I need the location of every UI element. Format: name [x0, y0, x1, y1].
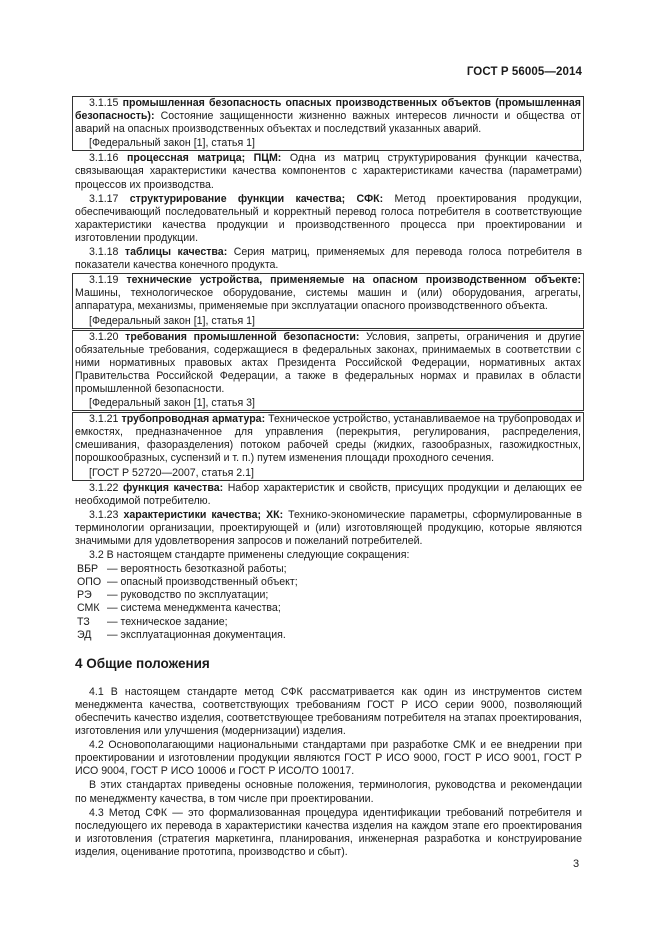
section-4-paragraph: 4.3 Метод СФК — это формализованная процедура идентификации требований потребителя и последующего их перевода в характеристики качества изделия на каждом этапе его проектирования и изготовления (стратегия маркетинга, планирования, инженерная разработка и конструирование изделия, оценивание прототипа, производство и сбыт).	[75, 806, 582, 858]
term-reference: [ГОСТ Р 52720—2007, статья 2.1]	[89, 466, 254, 479]
list-item	[77, 602, 582, 615]
term-name: функция качества:	[123, 481, 224, 494]
term-definition: Технико-экономические параметры, сформулированные в терминологии организации, проектирующей и (или) изготовляющей продукцию, которые являются значимыми для удовлетворения запросов и пожеланий потребителей.	[75, 508, 582, 547]
term-name: трубопроводная арматура:	[121, 413, 266, 426]
term-box-3-1-15	[72, 96, 584, 151]
term-box-3-1-21	[72, 412, 584, 480]
term-3-1-20	[75, 331, 581, 396]
term-definition: Машины, технологическое оборудование, системы машин и (или) оборудования, агрегаты, аппаратура, механизмы, применяемые при эксплуатации опасного производственного объекта.	[75, 287, 581, 313]
term-number: 3.1.19	[89, 274, 119, 287]
document-header-standard: ГОСТ Р 56005—2014	[466, 66, 582, 78]
term-3-1-18	[75, 246, 582, 272]
term-number: 3.1.21	[89, 413, 119, 426]
section-4-paragraph: 4.2 Основополагающими национальными стандартами при разработке СМК и ее внедрении при проектировании и изготовлении продукции являются ГОСТ Р ИСО 9000, ГОСТ Р ИСО 9001, ГОСТ Р ИСО 9004, ГОСТ Р ИСО 10006 и ГОСТ Р ИСО/ТО 10017.	[75, 739, 582, 778]
term-box-3-1-19	[72, 273, 584, 328]
list-item	[77, 629, 582, 642]
term-definition: Серия матриц, применяемых для перевода голоса потребителя в показатели качества конечного продукта.	[75, 246, 583, 272]
term-3-1-17	[75, 193, 582, 245]
term-number: 3.1.16	[89, 152, 119, 165]
document-body	[75, 96, 582, 859]
term-name: промышленная безопасность опасных производственных объектов (промышленная безопасность):	[75, 97, 581, 123]
term-reference: [Федеральный закон [1], статья 1]	[89, 314, 255, 327]
abbreviation-text: — опасный производственный объект;	[107, 576, 298, 589]
abbreviation-code: ЭД	[77, 628, 92, 641]
abbreviation-code: СМК	[77, 602, 100, 615]
abbreviation-code: ТЗ	[77, 615, 90, 628]
term-3-1-21	[75, 413, 581, 465]
term-definition: Условия, запреты, ограничения и другие обязательные требования, содержащиеся в федеральных законах, принимаемых в соответствии с ними нормативных правовых актах Президента Российской Федерации, нормативных актах Правительства Российской Федерации, а также в федеральных нормах и правилах в области промышленной безопасности.	[75, 330, 581, 395]
abbreviation-text: — эксплуатационная документация.	[107, 628, 286, 641]
abbreviation-text: — система менеджмента качества;	[107, 602, 281, 615]
abbreviation-text: — техническое задание;	[107, 615, 228, 628]
abbreviations-list	[77, 563, 582, 642]
term-name: структурирование функции качества; СФК:	[129, 192, 384, 205]
term-3-1-19	[75, 274, 581, 313]
list-item	[77, 563, 582, 576]
term-reference: [Федеральный закон [1], статья 3]	[89, 397, 255, 410]
term-3-1-22	[75, 482, 582, 508]
term-3-1-23	[75, 509, 582, 548]
term-3-1-15	[75, 97, 581, 136]
term-name: таблицы качества:	[124, 246, 228, 259]
term-number: 3.1.18	[89, 246, 119, 259]
list-item	[77, 576, 582, 589]
term-name: характеристики качества; ХК:	[123, 508, 284, 521]
term-number: 3.1.23	[89, 508, 119, 521]
page-number: 3	[573, 858, 580, 870]
abbreviations-intro: 3.2 В настоящем стандарте применены следующие сокращения:	[89, 549, 410, 562]
section-4-title: 4 Общие положения	[75, 655, 210, 671]
term-box-3-1-20	[72, 330, 584, 412]
term-name: требования промышленной безопасности:	[125, 330, 360, 343]
abbreviation-code: РЭ	[77, 589, 92, 602]
section-4-paragraph: 4.1 В настоящем стандарте метод СФК рассматривается как один из инструментов систем менеджмента качества, соответствующих требованиям ГОСТ Р ИСО серии 9000, позволяющий обеспечить качество изделия, соответствующее требованиям потребителя на этапах проектирования, изготовления или улучшения (модернизации) изделия.	[75, 685, 582, 738]
abbreviation-code: ОПО	[77, 576, 102, 589]
term-definition: Одна из матриц структурирования функции качества, связывающая характеристики качества компонентов с характеристиками качества (параметрами) процессов их производства.	[75, 152, 582, 191]
term-definition: Метод проектирования продукции, обеспечивающий последовательный и корректный перевод голоса потребителя в соответствующие характеристики качества продукции и производственного процесса при проектировании и изготовлении продукции.	[75, 192, 582, 244]
term-definition: Набор характеристик и свойств, присущих продукции и делающих ее необходимой потребителю.	[75, 481, 582, 507]
term-3-1-16	[75, 152, 582, 191]
term-number: 3.1.15	[89, 97, 119, 109]
abbreviation-text: — руководство по эксплуатации;	[107, 589, 269, 602]
abbreviation-code: ВБР	[77, 563, 99, 576]
term-name: процессная матрица; ПЦМ:	[126, 152, 282, 165]
term-number: 3.1.20	[89, 330, 119, 343]
list-item	[77, 589, 582, 602]
term-number: 3.1.22	[89, 481, 119, 494]
abbreviation-text: — вероятность безотказной работы;	[107, 563, 287, 576]
term-reference: [Федеральный закон [1], статья 1]	[89, 137, 255, 150]
term-number: 3.1.17	[89, 192, 119, 205]
section-4-paragraph: В этих стандартах приведены основные положения, терминология, руководства и рекомендации по менеджменту качества, в том числе при проектировании.	[75, 779, 582, 805]
list-item	[77, 616, 582, 629]
term-name: технические устройства, применяемые на опасном производственном объекте:	[126, 274, 581, 287]
term-definition: Техническое устройство, устанавливаемое на трубопроводах и емкостях, предназначенное для управления (перекрытия, регулирования, распределения, смешивания, фазоразделения) потоком рабочей среды (жидких, газообразных, газожидкостных, порошкообразных, суспензий и т. п.) путем изменения площади проходного сечения.	[75, 413, 581, 465]
term-definition: Состояние защищенности жизненно важных интересов личности и общества от аварий на опасных производственных объектах и последствий указанных аварий.	[75, 110, 581, 136]
